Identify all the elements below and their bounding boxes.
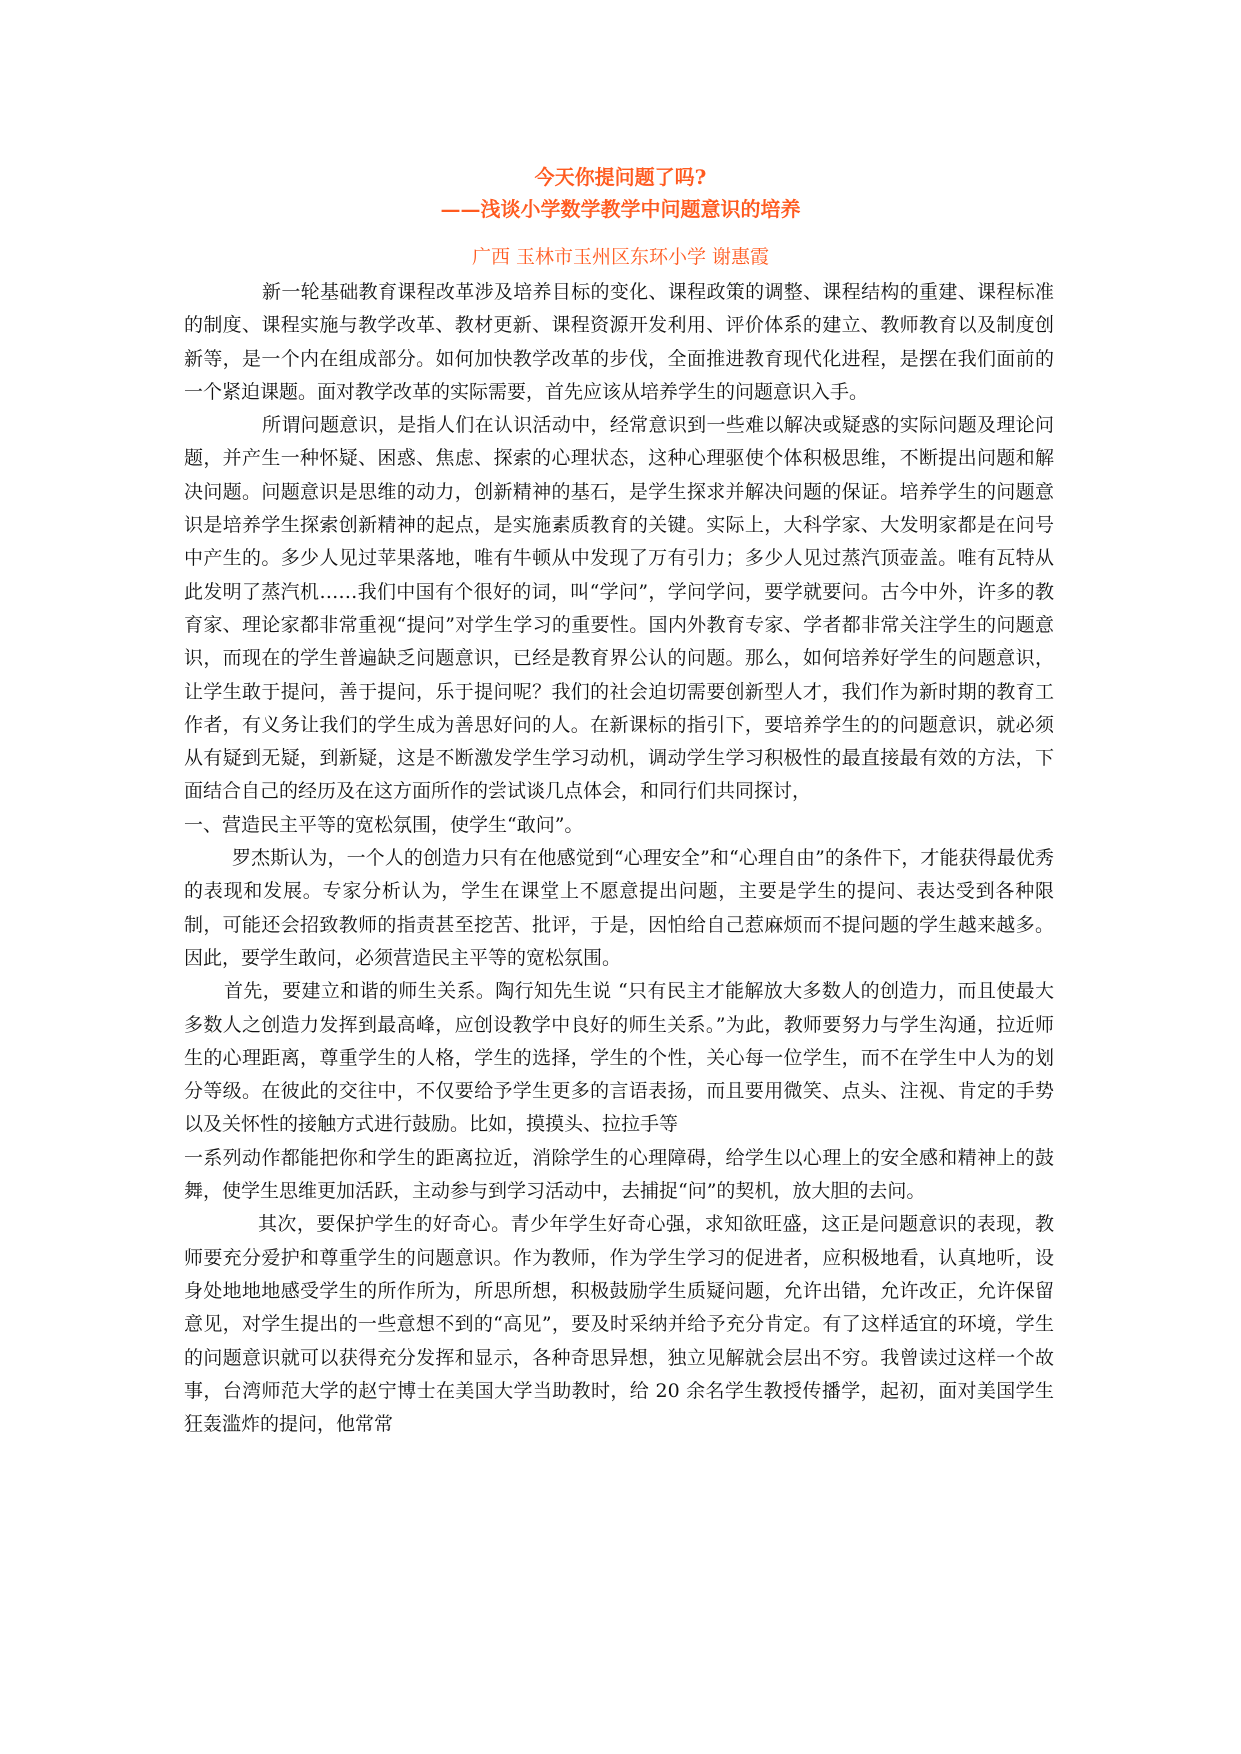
section-heading-1: 一、营造民主平等的宽松氛围，使学生“敢问”。 [184,813,584,836]
paragraph-definition: 所谓问题意识，是指人们在认识活动中，经常意识到一些难以解决或疑惑的实际问题及理论问题，并产生一种怀疑、困惑、焦虑、探索的心理状态，这种心理驱使个体积极思维，不断提出问题和解决问题。问题意识是思维的动力，创新精神的基石，是学生探求并解决问题的保证。培养学生的问题意识是培养学生探索创新精神的起点，是实施素质教育的关键。实际上，大科学家、大发明家都是在问号中产生的。多少人见过苹果落地，唯有牛顿从中发现了万有引力；多少人见过蒸汽顶壶盖。唯有瓦特从此发明了蒸汽机……我们中国有个很好的词，叫“学问”，学问学问，要学就要问。古今中外，许多的教育家、理论家都非常重视“提问”对学生学习的重要性。国内外教育专家、学者都非常关注学生的问题意识，而现在的学生普遍缺乏问题意识，已经是教育界公认的问题。那么，如何培养好学生的问题意识，让学生敢于提问，善于提问，乐于提问呢？我们的社会迫切需要创新型人才，我们作为新时期的教育工作者，有义务让我们的学生成为善思好问的人。在新课标的指引下，要培养学生的的问题意识，就必须从有疑到无疑，到新疑，这是不断激发学生学习动机，调动学生学习积极性的最直接最有效的方法，下面结合自己的经历及在这方面所作的尝试谈几点体会，和同行们共同探讨， [184,414,1054,803]
paragraph-second: 其次，要保护学生的好奇心。青少年学生好奇心强，求知欲旺盛，这正是问题意识的表现，教师要充分爱护和尊重学生的问题意识。作为教师，作为学生学习的促进者，应积极地看，认真地听，设身处地地地感受学生的所作所为，所思所想，积极鼓励学生质疑问题，允许出错，允许改正，允许保留意见，对学生提出的一些意想不到的“高见”，要及时采纳并给予充分肯定。有了这样适宜的环境，学生的问题意识就可以获得充分发挥和显示，各种奇思异想，独立见解就会层出不穷。我曾读过这样一个故事，台湾师范大学的赵宁博士在美国大学当助教时，给 20 余名学生教授传播学，起初，面对美国学生狂轰滥炸的提问，他常常 [184,1213,1054,1436]
paragraph-rogers: 罗杰斯认为，一个人的创造力只有在他感觉到“心理安全”和“心理自由”的条件下，才能获得最优秀的表现和发展。专家分析认为，学生在课堂上不愿意提出问题，主要是学生的提问、表达受到各种限制，可能还会招致教师的指责甚至挖苦、批评，于是，因怕给自己惹麻烦而不提问题的学生越来越多。因此，要学生敢问，必须营造民主平等的宽松氛围。 [184,847,1054,969]
document-body [184,276,1054,1441]
document-subtitle: ——浅谈小学数学教学中问题意识的培养 [440,197,801,221]
paragraph-first: 首先，要建立和谐的师生关系。陶行知先生说 “只有民主才能解放大多数人的创造力，而且使最大多数人之创造力发挥到最高峰，应创设教学中良好的师生关系。”为此，教师要努力与学生沟通，拉近师生的心理距离，尊重学生的人格，学生的选择，学生的个性，关心每一位学生，而不在学生中人为的划分等级。在彼此的交往中，不仅要给予学生更多的言语表扬，而且要用微笑、点头、注视、肯定的手势以及关怀性的接触方式进行鼓励。比如，摸摸头、拉拉手等 [184,980,1054,1136]
paragraph-continuation: 一系列动作都能把你和学生的距离拉近，消除学生的心理障碍，给学生以心理上的安全感和精神上的鼓舞，使学生思维更加活跃，主动参与到学习活动中，去捕捉“问”的契机，放大胆的去问。 [184,1146,1054,1203]
paragraph-intro: 新一轮基础教育课程改革涉及培养目标的变化、课程政策的调整、课程结构的重建、课程标准的制度、课程实施与教学改革、教材更新、课程资源开发利用、评价体系的建立、教师教育以及制度创新等，是一个内在组成部分。如何加快教学改革的步伐，全面推进教育现代化进程，是摆在我们面前的一个紧迫课题。面对教学改革的实际需要，首先应该从培养学生的问题意识入手。 [184,281,1054,403]
document-title: 今天你提问题了吗? [534,165,707,189]
author-line: 广西 玉林市玉州区东环小学 谢惠霞 [471,246,770,268]
